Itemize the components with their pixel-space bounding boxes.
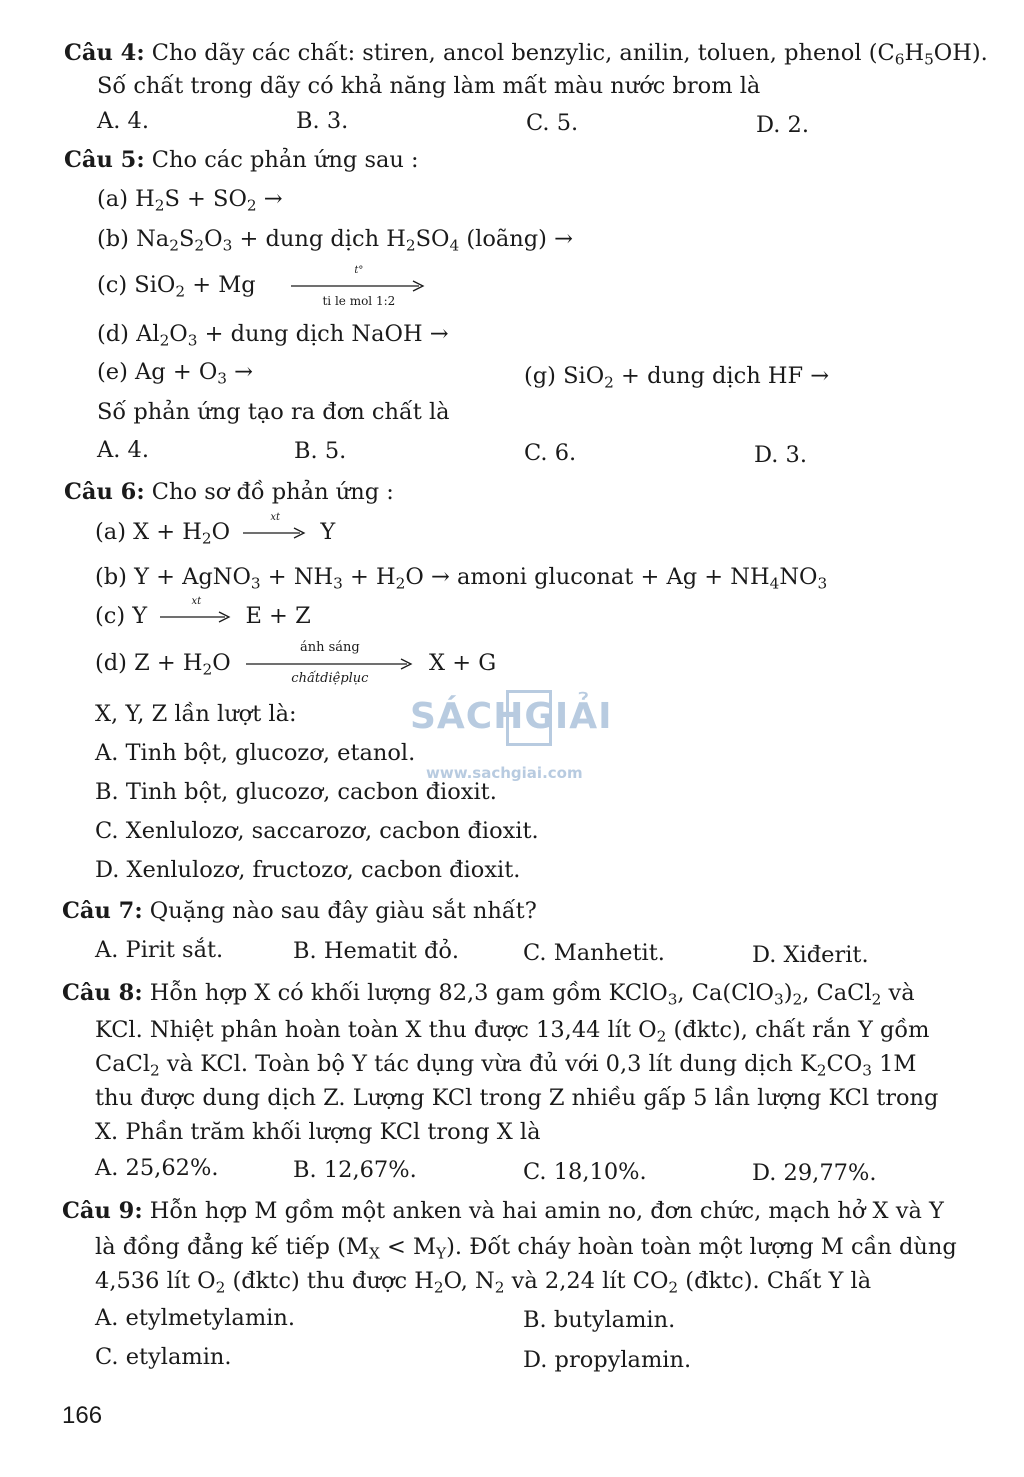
watermark-url: www.sachgiai.com: [426, 764, 583, 782]
q8-option-b: B. 12,67%.: [293, 1157, 417, 1183]
arrow-icon: [160, 609, 232, 625]
q5-c-arrow-top: t°: [354, 265, 364, 276]
q6-reaction-c: (c) Y xt E + Z: [95, 596, 311, 629]
q9-line3: 4,536 lít $O_2$ (đktc) thu được $H_2O$, $N_2$ và 2,24 lít $CO_2$ (đktc). Chất Y là: [95, 1268, 872, 1297]
q8-line3: CaCl$_2$ và KCl. Toàn bộ Y tác dụng vừa đủ với 0,3 lít dung dịch $K_2CO_3$ 1M: [95, 1051, 917, 1080]
q7-line: [62, 896, 537, 926]
q5-option-a: A. 4.: [97, 437, 150, 463]
q9-option-a: A. etylmetylamin.: [95, 1305, 296, 1331]
q4-option-a: A. 4.: [97, 108, 150, 134]
q8-line5: X. Phần trăm khối lượng KCl trong X là: [95, 1119, 541, 1145]
q4-text1-tail: OH).: [933, 40, 988, 66]
q4-option-c: C. 5.: [526, 110, 579, 136]
q6-a-arrow: xt: [243, 525, 307, 541]
q6-reaction-a: (a) $X + H_2O$ xt Y: [95, 512, 336, 548]
q9-option-c: C. etylamin.: [95, 1344, 232, 1370]
q5-reaction-c: (c) SiO$_2$ + Mg t° ti le mol 1:2: [97, 270, 427, 300]
q9-line1: Câu 9: Hỗn hợp M gồm một anken và hai amin no, đơn chức, mạch hở X và Y: [62, 1198, 944, 1224]
q5-intro: Cho các phản ứng sau :: [144, 147, 419, 173]
page-number: 166: [62, 1402, 103, 1429]
q6-option-d: D. Xenlulozơ, fructozơ, cacbon đioxit.: [95, 857, 521, 883]
q6-c-arrow: xt: [160, 609, 232, 625]
q6-question: X, Y, Z lần lượt là:: [95, 701, 297, 727]
q6-label: Câu 6:: [64, 479, 145, 505]
q8-option-c: C. 18,10%.: [523, 1159, 647, 1185]
q5-intro-line: [64, 145, 419, 175]
q4-label: Câu 4:: [64, 40, 145, 66]
q6-reaction-b: (b) Y + AgNO$_3$ + $NH_3 + H_2O$ → amoni gluconat + $Ag + NH_4NO_3$: [95, 564, 828, 593]
watermark-logo: [410, 690, 620, 790]
q8-label: Câu 8:: [62, 980, 143, 1006]
q5-option-c: C. 6.: [524, 440, 577, 466]
q6-d-arrow: ánh sáng chấtdiệplục: [246, 656, 414, 672]
q4-line1: Câu 4: Cho dãy các chất: stiren, ancol benzylic, anilin, toluen, phenol $(C_6H_5OH)$.: [64, 40, 988, 69]
q4-text1: Cho dãy các chất: stiren, ancol benzylic, anilin, toluen, phenol (C: [144, 40, 895, 66]
q5-reaction-b: (b) $Na_2S_2O_3$ + dung dịch $H_2SO_4$ (loãng) →: [97, 226, 573, 255]
arrow-icon: [246, 656, 414, 672]
q5-c-arrow: [291, 265, 427, 308]
q4-option-d: D. 2.: [756, 112, 810, 138]
q9-label: Câu 9:: [62, 1198, 143, 1224]
q9-line2: là đồng đẳng kế tiếp $(M_X < M_Y)$. Đốt cháy hoàn toàn một lượng M cần dùng: [95, 1234, 957, 1263]
q7-option-c: C. Manhetit.: [523, 940, 665, 966]
q4-option-b: B. 3.: [296, 108, 349, 134]
q5-question: Số phản ứng tạo ra đơn chất là: [97, 399, 450, 425]
q6-intro-line: [64, 477, 394, 507]
q8-option-a: A. 25,62%.: [95, 1155, 219, 1181]
q5-reaction-d: (d) $Al_2O_3$ + dung dịch NaOH →: [97, 321, 449, 350]
q8-line4: thu được dung dịch Z. Lượng KCl trong Z nhiều gấp 5 lần lượng KCl trong: [95, 1085, 939, 1111]
q8-option-d: D. 29,77%.: [752, 1160, 877, 1186]
q8-line1: Câu 8: Hỗn hợp X có khối lượng 82,3 gam gồm KClO$_3$, $Ca(ClO_3)_2$, CaCl$_2$ và: [62, 980, 915, 1009]
q7-label: Câu 7:: [62, 898, 143, 924]
q5-reaction-e: (e) $Ag + O_3$ →: [97, 359, 254, 388]
watermark-brand: SÁCHGIẢI: [410, 696, 613, 737]
q6-reaction-d: (d) $Z + H_2O$ ánh sáng chấtdiệplục X + G: [95, 640, 497, 686]
q7-option-d: D. Xiđerit.: [752, 942, 869, 968]
q8-line2: KCl. Nhiệt phân hoàn toàn X thu được 13,44 lít $O_2$ (đktc), chất rắn Y gồm: [95, 1017, 930, 1046]
q4-line2: Số chất trong dãy có khả năng làm mất màu nước brom là: [97, 73, 761, 99]
q5-label: Câu 5:: [64, 147, 145, 173]
arrow-icon: [291, 278, 427, 294]
q9-option-b: B. butylamin.: [523, 1307, 676, 1333]
q5-reaction-g: (g) SiO$_2$ + dung dịch HF →: [524, 363, 830, 392]
q7-option-b: B. Hematit đỏ.: [293, 938, 460, 964]
q7-text: Quặng nào sau đây giàu sắt nhất?: [142, 898, 537, 924]
q5-reaction-a: (a) $H_2S + SO_2$ →: [97, 186, 283, 215]
q6-option-c: C. Xenlulozơ, saccarozơ, cacbon đioxit.: [95, 818, 539, 844]
q5-c-arrow-bottom: ti le mol 1:2: [322, 294, 396, 308]
q6-option-a: A. Tinh bột, glucozơ, etanol.: [95, 740, 416, 766]
arrow-icon: [243, 525, 307, 541]
q5-option-d: D. 3.: [754, 442, 808, 468]
q6-option-b: B. Tinh bột, glucozơ, cacbon đioxit.: [95, 779, 497, 805]
q5-option-b: B. 5.: [294, 438, 347, 464]
q6-intro: Cho sơ đồ phản ứng :: [144, 479, 394, 505]
q9-option-d: D. propylamin.: [523, 1347, 692, 1373]
q7-option-a: A. Pirit sắt.: [95, 937, 224, 963]
